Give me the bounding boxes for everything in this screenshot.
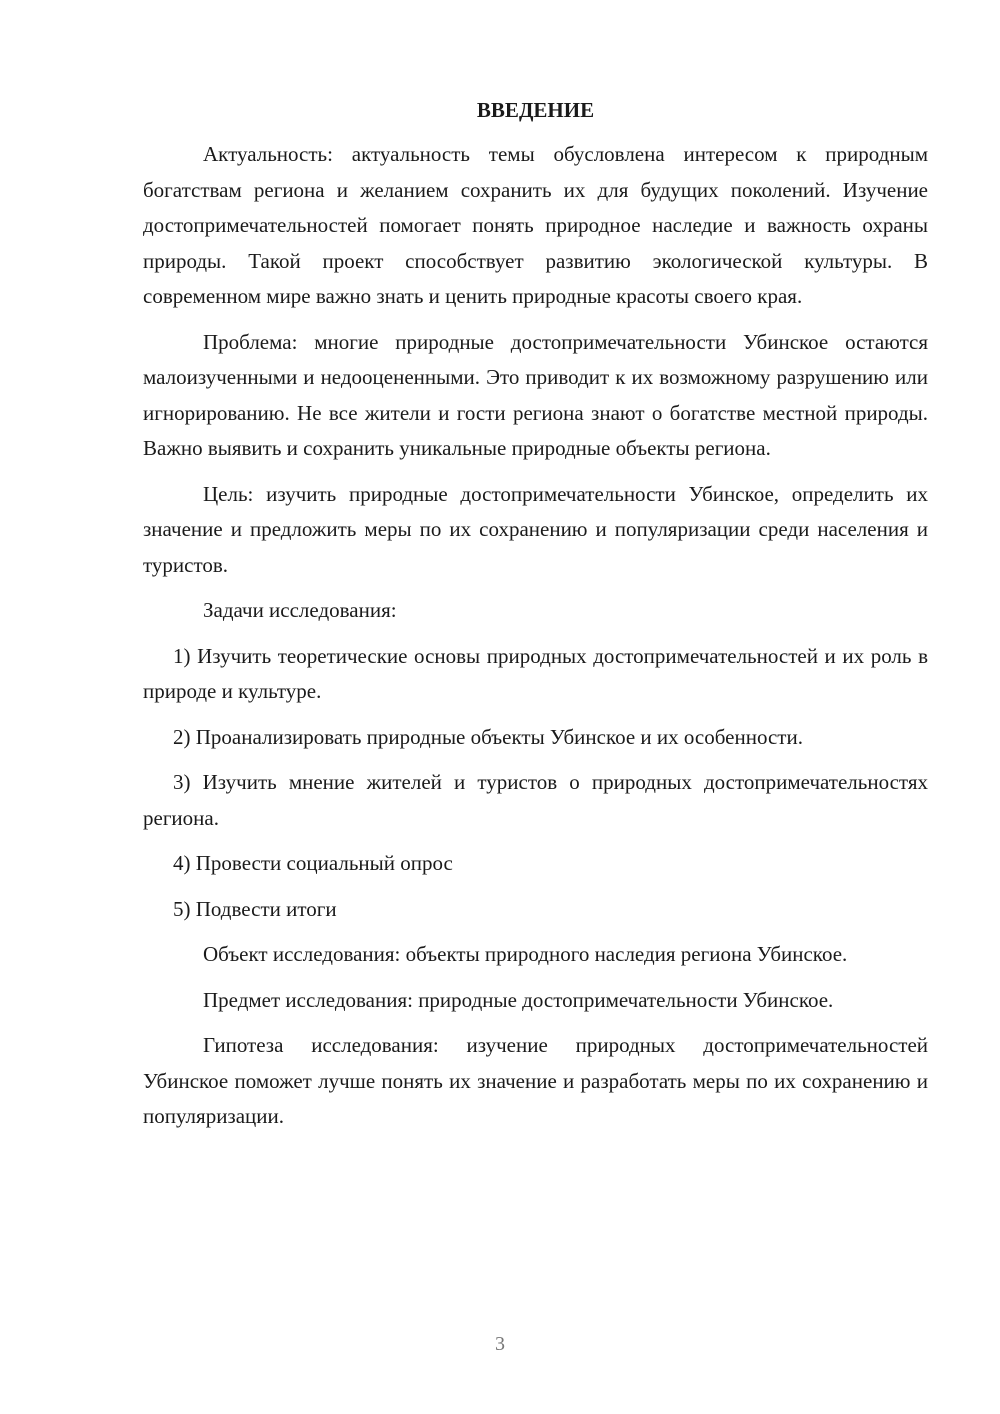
paragraph-goal: Цель: изучить природные достопримечательности Убинское, определить их значение и предложить меры по их сохранению и популяризации среди населения и туристов.: [143, 481, 928, 577]
section-heading: ВВЕДЕНИЕ: [476, 98, 595, 122]
task-item-3: 3) Изучить мнение жителей и туристов о природных достопримечательностях региона.: [143, 770, 928, 830]
paragraph-problem: Проблема: многие природные достопримечательности Убинское остаются малоизученными и недооцененными. Это приводит к их возможному разрушению или игнорированию. Не все жители и гости региона знают о богатстве местной природы. Важно выявить и сохранить уникальные природные объекты региона.: [143, 329, 928, 460]
tasks-title: Задачи исследования:: [203, 598, 397, 622]
task-item-4: 4) Провести социальный опрос: [173, 851, 453, 875]
paragraph-relevance: Актуальность: актуальность темы обусловлена интересом к природным богатствам региона и желанием сохранить их для будущих поколений. Изучение достопримечательностей помогает понять природное наследие и важность охраны природы. Такой проект способствует развитию экологической культуры. В современном мире важно знать и ценить природные красоты своего края.: [143, 142, 928, 308]
page-number: 3: [495, 1333, 505, 1355]
document-page: [143, 96, 928, 1135]
paragraph-subject: Предмет исследования: природные достопримечательности Убинское.: [203, 987, 834, 1012]
task-item-1: 1) Изучить теоретические основы природных достопримечательностей и их роль в природе и культуре.: [143, 643, 928, 703]
task-item-2: 2) Проанализировать природные объекты Убинское и их особенности.: [173, 724, 803, 749]
paragraph-hypothesis: Гипотеза исследования: изучение природных достопримечательностей Убинское поможет лучше понять их значение и разработать меры по их сохранению и популяризации.: [143, 1033, 928, 1128]
paragraph-object: Объект исследования: объекты природного наследия региона Убинское.: [203, 942, 848, 966]
task-item-5: 5) Подвести итоги: [173, 896, 337, 921]
